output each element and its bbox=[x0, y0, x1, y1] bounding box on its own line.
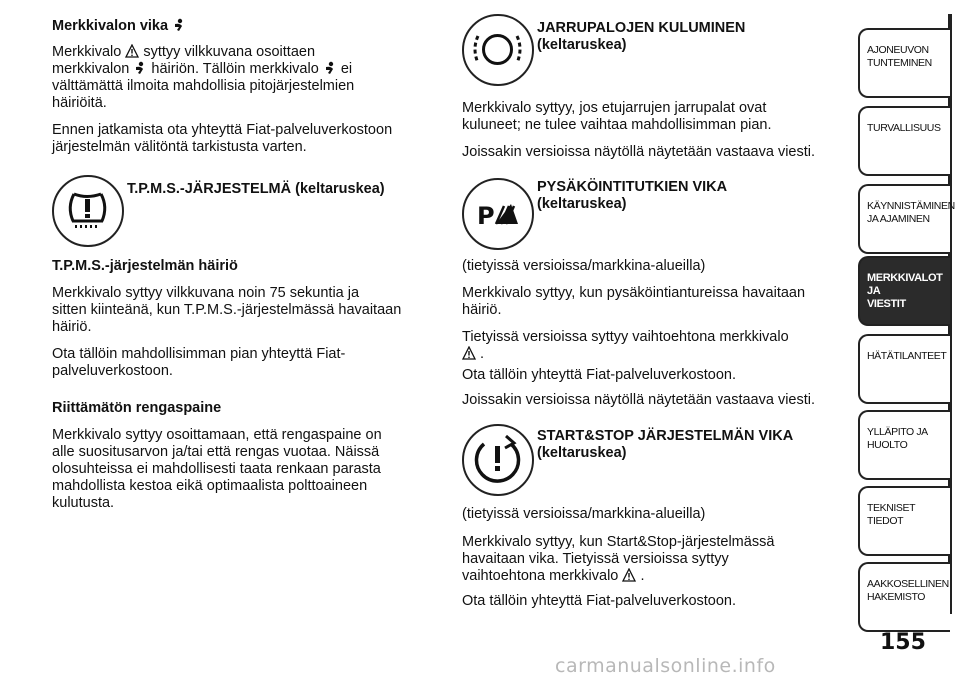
warning-triangle-icon bbox=[125, 44, 139, 58]
tyre-paragraph-line5: kulutusta. bbox=[52, 495, 115, 511]
tpms-paragraph-line1: Merkkivalo syttyy vilkkuvana noin 75 sekuntia ja bbox=[52, 285, 360, 301]
tyre-paragraph-line4: mahdollista kestoa eikä optimaalista polttoaineen bbox=[52, 478, 368, 494]
parking-paragraph-line2: häiriö. bbox=[462, 302, 502, 318]
parking-contact-line: Ota tällöin yhteyttä Fiat-palveluverkostoon. bbox=[462, 367, 737, 383]
parking-title-line2: (keltaruskea) bbox=[537, 196, 627, 212]
tab-hatatilanteet[interactable]: HÄTÄTILANTEET bbox=[858, 334, 950, 404]
tab-turvallisuus[interactable]: TURVALLISUUS bbox=[858, 106, 950, 176]
start-stop-icon bbox=[462, 424, 534, 496]
fault-paragraph-line4: häiriöitä. bbox=[52, 95, 107, 111]
start-stop-paragraph-line2: havaitaan vika. Tietyissä versioissa syttyy bbox=[462, 551, 729, 567]
tpms-contact-line2: palveluverkostoon. bbox=[52, 363, 173, 379]
brake-title-line2: (keltaruskea) bbox=[537, 37, 627, 53]
tyre-pressure-heading: Riittämätön rengaspaine bbox=[52, 400, 222, 416]
tab-kaynnistaminen[interactable]: KÄYNNISTÄMINEN JA AJAMINEN bbox=[858, 184, 950, 254]
brake-pad-symbol-icon bbox=[464, 16, 531, 83]
fault-paragraph-line3: välttämättä ilmoita mahdollisia pitojärjestelmien bbox=[52, 78, 355, 94]
tab-tekniset-tiedot[interactable]: TEKNISET TIEDOT bbox=[858, 486, 950, 556]
parking-alt-light-line1: Tietyissä versioissa syttyy vaihtoehtona merkkivalo bbox=[462, 329, 789, 345]
esc-skid-icon bbox=[133, 61, 147, 75]
tab-aakkosellinen-hakemisto[interactable]: AAKKOSELLINEN HAKEMISTO bbox=[858, 562, 950, 632]
svg-text:P: P bbox=[477, 202, 495, 230]
tpms-symbol-icon bbox=[54, 177, 121, 244]
esc-skid-icon bbox=[323, 61, 337, 75]
start-stop-title-line1: START&STOP JÄRJESTELMÄN VIKA bbox=[537, 428, 794, 444]
start-stop-market-note: (tietyissä versioissa/markkina-alueilla) bbox=[462, 506, 706, 522]
start-stop-title-line2: (keltaruskea) bbox=[537, 445, 627, 461]
start-stop-paragraph-line1: Merkkivalo syttyy, kun Start&Stop-järjestelmässä bbox=[462, 534, 775, 550]
parking-message-line: Joissakin versioissa näytöllä näytetään vastaava viesti. bbox=[462, 392, 816, 408]
brake-pad-icon bbox=[462, 14, 534, 86]
tpms-icon bbox=[52, 175, 124, 247]
tpms-paragraph-line2: sitten kiinteänä, kun T.P.M.S.-järjestelmässä havaitaan bbox=[52, 302, 402, 318]
tab-ajoneuvon-tunteminen[interactable]: AJONEUVON TUNTEMINEN bbox=[858, 28, 950, 98]
brake-paragraph-line2: kuluneet; ne tulee vaihtaa mahdollisimman pian. bbox=[462, 117, 772, 133]
fault-paragraph-line1: Merkkivalo syttyy vilkkuvana osoittaen bbox=[52, 44, 316, 60]
tpms-paragraph-line3: häiriö. bbox=[52, 319, 92, 335]
contact-paragraph-line1: Ennen jatkamista ota yhteyttä Fiat-palveluverkostoon bbox=[52, 122, 393, 138]
watermark: carmanualsonline.info bbox=[555, 655, 776, 677]
tyre-paragraph-line3: olosuhteissa ei mahdollisesti taata renkaan parasta bbox=[52, 461, 381, 477]
tpms-contact-line1: Ota tällöin mahdollisimman pian yhteyttä Fiat- bbox=[52, 346, 346, 362]
brake-title-line1: JARRUPALOJEN KULUMINEN bbox=[537, 20, 746, 36]
warning-triangle-icon bbox=[462, 346, 476, 360]
start-stop-contact-line: Ota tällöin yhteyttä Fiat-palveluverkostoon. bbox=[462, 593, 737, 609]
parking-sensor-symbol-icon bbox=[464, 180, 531, 247]
warning-triangle-icon bbox=[622, 568, 636, 582]
brake-paragraph-line1: Merkkivalo syttyy, jos etujarrujen jarrupalat ovat bbox=[462, 100, 767, 116]
parking-market-note: (tietyissä versioissa/markkina-alueilla) bbox=[462, 258, 706, 274]
parking-paragraph-line1: Merkkivalo syttyy, kun pysäköintiantureissa havaitaan bbox=[462, 285, 806, 301]
page-number: 155 bbox=[880, 630, 926, 655]
fault-heading bbox=[52, 18, 186, 35]
tyre-paragraph-line1: Merkkivalo syttyy osoittamaan, että rengaspaine on bbox=[52, 427, 382, 443]
tyre-paragraph-line2: alle suositusarvon ja/tai että rengas vuotaa. Näissä bbox=[52, 444, 380, 460]
parking-title-line1: PYSÄKÖINTITUTKIEN VIKA bbox=[537, 179, 728, 195]
start-stop-paragraph-line3: vaihtoehtona merkkivalo . bbox=[462, 568, 645, 584]
start-stop-symbol-icon bbox=[464, 426, 531, 493]
parking-alt-light-line2: . bbox=[462, 346, 484, 363]
esc-skid-icon bbox=[172, 18, 186, 32]
tpms-title: T.P.M.S.-JÄRJESTELMÄ (keltaruskea) bbox=[127, 181, 385, 197]
fault-heading-text: Merkkivalon vika bbox=[52, 18, 169, 34]
tpms-subheading: T.P.M.S.-järjestelmän häiriö bbox=[52, 258, 238, 274]
contact-paragraph-line2: järjestelmän välitöntä tarkistusta varten. bbox=[52, 139, 307, 155]
tab-merkkivalot-ja-viestit[interactable]: MERKKIVALOT JA VIESTIT bbox=[858, 256, 950, 326]
brake-message-line: Joissakin versioissa näytöllä näytetään vastaava viesti. bbox=[462, 144, 816, 160]
fault-paragraph-line2: merkkivalon häiriön. Tällöin merkkivalo ei bbox=[52, 61, 353, 77]
tab-yllapito-ja-huolto[interactable]: YLLÄPITO JA HUOLTO bbox=[858, 410, 950, 480]
parking-sensor-icon bbox=[462, 178, 534, 250]
